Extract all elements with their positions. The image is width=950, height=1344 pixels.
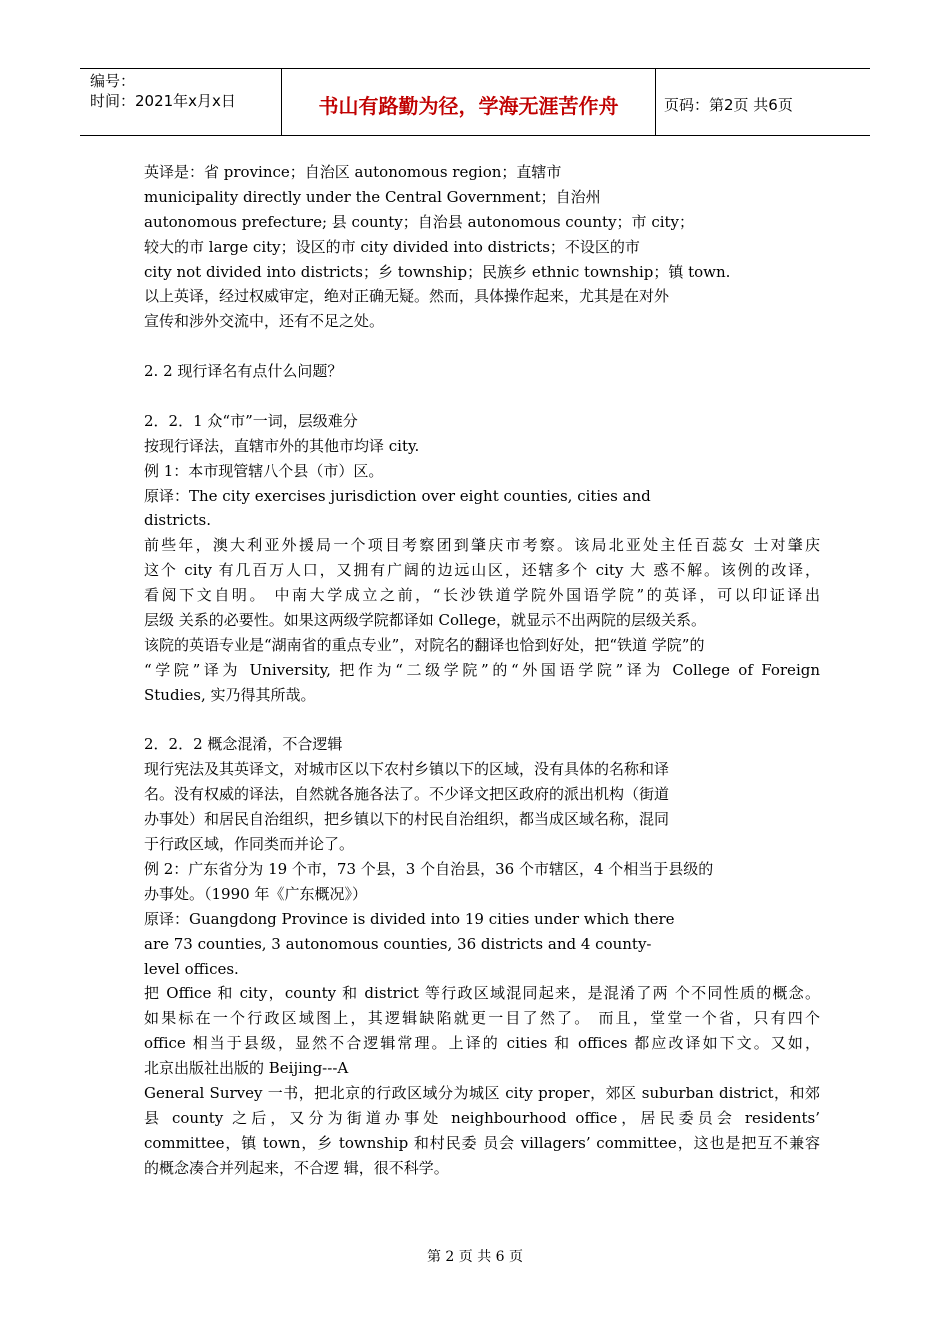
body-text-line: 2．2．2 概念混淆，不合逻辑 <box>144 735 343 754</box>
body-text-line: 办事处。（1990 年《广东概况》） <box>144 884 367 903</box>
body-text-line: 层级 关系的必要性。如果这两级学院都译如 College，就显示不出两院的层级关系。 <box>144 611 706 630</box>
body-text-line: “学院”译为 University, 把作为“二级学院”的“外国语学院”译为 College of Foreign <box>144 660 820 679</box>
body-text-line: General Survey 一书，把北京的行政区域分为城区 city proper，郊区 suburban district，和郊 <box>144 1083 820 1102</box>
body-text-line: 如果标在一个行政区域图上，其逻辑缺陷就更一目了然了。 而且，堂堂一个省，只有四个 <box>144 1009 820 1028</box>
body-text-line: 看阅下文自明。 中南大学成立之前，“长沙铁道学院外国语学院”的英译，可以印证译出 <box>144 586 820 605</box>
body-text-line: 把 Office 和 city，county 和 district 等行政区域混同起来，是混淆了两 个不同性质的概念。 <box>144 984 820 1003</box>
header-page-info: 页码：第2页 共6页 <box>664 95 793 114</box>
body-text-line: office 相当于县级，显然不合逻辑常理。上译的 cities 和 offices 都应改译如下文。又如， <box>144 1034 820 1053</box>
body-text-line: 县 county 之后，又分为街道办事处 neighbourhood office，居民委员会 residents’ <box>144 1108 820 1127</box>
document-date-label: 时间：2021年x月x日 <box>90 92 236 110</box>
body-text-line: 英译是：省 province；自治区 autonomous region；直辖市 <box>144 163 562 181</box>
blank-line <box>144 708 820 733</box>
body-text-line: Studies, 实乃得其所哉。 <box>144 685 316 704</box>
body-text-line: 2. 2 现行译名有点什么问题？ <box>144 362 343 381</box>
document-body <box>144 160 820 1181</box>
body-text-line: 按现行译法，直辖市外的其他市均译 city. <box>144 436 420 455</box>
body-text-line: 原译：Guangdong Province is divided into 19 cities under which there <box>144 909 675 928</box>
page-footer: 第 2 页 共 6 页 <box>426 1249 524 1265</box>
body-text-line: 宣传和涉外交流中，还有不足之处。 <box>144 312 385 331</box>
body-text-line: 办事处）和居民自治组织，把乡镇以下的村民自治组织，都当成区域名称，混同 <box>144 810 670 829</box>
body-text-line: 名。没有权威的译法，自然就各施各法了。不少译文把区政府的派出机构（街道 <box>144 785 670 804</box>
body-text-line: 现行宪法及其英译文，对城市区以下农村乡镇以下的区域，没有具体的名称和译 <box>144 760 670 779</box>
blank-line <box>144 384 820 409</box>
page-header <box>80 68 870 136</box>
document-number-label: 编号： <box>90 72 136 90</box>
body-text-line: city not divided into districts；乡 township；民族乡 ethnic township；镇 town. <box>144 262 731 281</box>
body-text-line: autonomous prefecture; 县 county；自治县 autonomous county；市 city； <box>144 212 695 231</box>
body-text-line: 前些年，澳大利亚外援局一个项目考察团到肇庆市考察。该局北亚处主任百蕊女 士对肇庆 <box>144 536 820 555</box>
body-text-line: 较大的市 large city；设区的市 city divided into districts；不设区的市 <box>144 237 640 256</box>
header-meta <box>80 69 282 135</box>
header-motto: 书山有路勤为径，学海无涯苦作舟 <box>282 69 656 135</box>
body-text-line: municipality directly under the Central Government；自治州 <box>144 187 601 206</box>
body-text-line: level offices. <box>144 959 239 978</box>
body-text-line: 该院的英语专业是“湖南省的重点专业”，对院名的翻译也恰到好处，把“铁道 学院”的 <box>144 635 705 654</box>
body-text-line: 北京出版社出版的 Beijing---A <box>144 1059 349 1078</box>
body-text-line: committee，镇 town，乡 township 和村民委 员会 villagers’ committee，这也是把互不兼容 <box>144 1133 820 1152</box>
body-text-line: 例 1：本市现管辖八个县（市）区。 <box>144 461 384 480</box>
body-text-line: 原译：The city exercises jurisdiction over eight counties, cities and <box>144 486 651 505</box>
body-text-line: 的概念凑合并列起来，不合逻 辑，很不科学。 <box>144 1158 449 1177</box>
body-text-line: 于行政区域，作同类而并论了。 <box>144 835 355 854</box>
body-text-line: 这个 city 有几百万人口，又拥有广阔的边远山区，还辖多个 city 大 惑不解。该例的改译， <box>144 561 820 580</box>
body-text-line: districts. <box>144 511 211 530</box>
blank-line <box>144 334 820 359</box>
body-text-line: 以上英译，经过权威审定，绝对正确无疑。然而，具体操作起来，尤其是在对外 <box>144 287 670 306</box>
body-text-line: 2．2．1 众“市”一词，层级难分 <box>144 411 358 430</box>
body-text-line: are 73 counties, 3 autonomous counties, 36 districts and 4 county- <box>144 934 652 953</box>
body-text-line: 例 2：广东省分为 19 个市，73 个县，3 个自治县，36 个市辖区，4 个相当于县级的 <box>144 859 714 878</box>
